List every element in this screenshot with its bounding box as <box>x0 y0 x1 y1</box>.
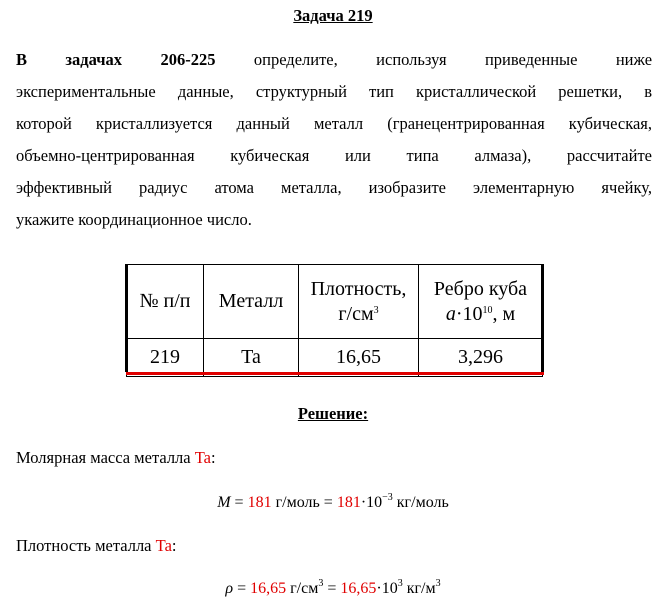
intro-line-2: экспериментальные данные, структурный тип кристаллической решетки, в <box>16 82 652 101</box>
table-left-border <box>125 264 128 372</box>
intro-paragraph <box>16 44 652 236</box>
data-table <box>126 264 543 377</box>
intro-line-1: В задачах 206-225 определите, используя приведенные ниже <box>16 50 653 69</box>
cell-edge: 3,296 <box>419 339 543 377</box>
intro-line-3: которой кристаллизуется данный металл (гранецентрированная кубическая, <box>16 114 652 133</box>
table-right-border <box>541 264 544 372</box>
intro-line-4: объемно-центрированная кубическая или типа алмаза), рассчитайте <box>16 146 652 165</box>
table-row <box>127 339 543 377</box>
table-header-row <box>127 265 543 339</box>
header-metal: Металл <box>204 265 299 339</box>
density-label: Плотность металла Ta: <box>16 536 177 555</box>
cell-num: 219 <box>127 339 204 377</box>
molar-mass-label: Молярная масса металла Ta: <box>16 448 216 467</box>
molar-mass-formula: M = 181 г/моль = $181\cdot 10^{-3}$ кг/моль <box>217 492 449 511</box>
header-density: Плотность, $г/см^3$ <box>299 265 419 339</box>
density-formula: ρ = 16,65 $г/см^3 = 16,65\cdot 10^3$ $кг/м^3$ <box>225 578 441 597</box>
intro-line-5: эффективный радиус атома металла, изобразите элементарную ячейку, <box>16 178 652 197</box>
header-edge: Ребро куба $a\cdot 10^{10}$, м <box>419 265 543 339</box>
intro-line-6: укажите координационное число. <box>16 210 252 229</box>
task-title: Задача 219 <box>293 6 373 25</box>
cell-density: 16,65 <box>299 339 419 377</box>
cell-metal: Ta <box>204 339 299 377</box>
solution-title: Решение: <box>297 404 369 423</box>
header-num: № п/п <box>127 265 204 339</box>
intro-bold-prefix: В задачах 206-225 <box>16 50 216 69</box>
table-bottom-red-border <box>126 372 544 375</box>
